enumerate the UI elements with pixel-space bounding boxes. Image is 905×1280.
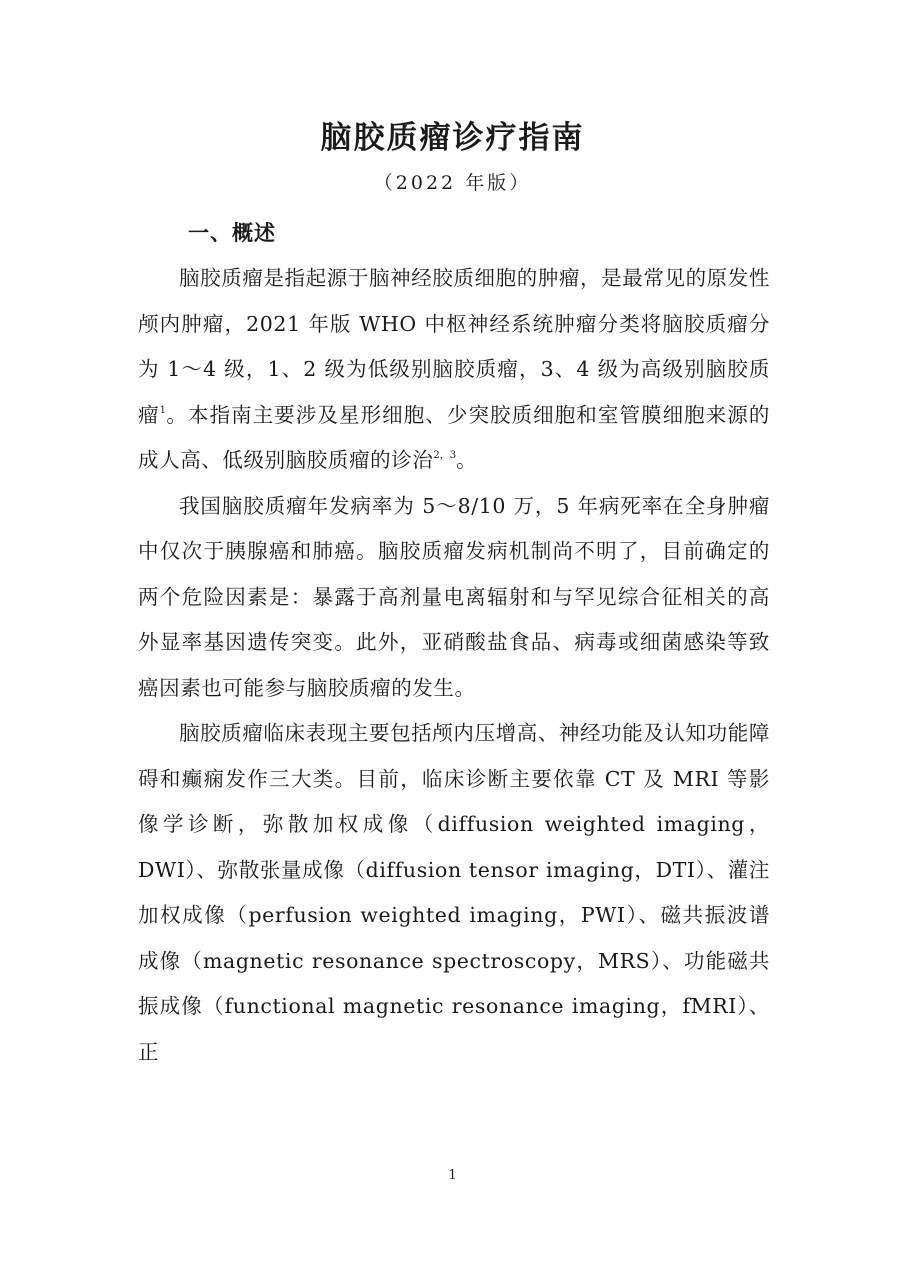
paragraph-text: 。 — [456, 448, 478, 472]
section-heading: 一、概述 — [188, 221, 276, 245]
paragraph-overview — [138, 256, 770, 484]
document-subtitle: （2022 年版） — [373, 172, 532, 194]
page-number: 1 — [448, 1168, 457, 1183]
document-title: 脑胶质瘤诊疗指南 — [320, 120, 585, 156]
paragraph-epidemiology: 我国脑胶质瘤年发病率为 5～8/10 万，5 年病死率在全身肿瘤中仅次于胰腺癌和肺癌。脑胶质瘤发病机制尚不明了，目前确定的两个危险因素是：暴露于高剂量电离辐射和与罕见综合征相关的高外显率基因遗传突变。此外，亚硝酸盐食品、病毒或细菌感染等致癌因素也可能参与脑胶质瘤的发生。 — [138, 493, 770, 700]
paragraph-text: 脑胶质瘤是指起源于脑神经胶质细胞的肿瘤，是最常见的原发性颅内肿瘤，2021 年版 WHO 中枢神经系统肿瘤分类将脑胶质瘤分为 1～4 级，1、2 级为低级别脑胶质瘤，3、4 级为高级别脑胶质瘤 — [138, 266, 770, 427]
document-body — [138, 256, 770, 1075]
paragraph-clinical: 脑胶质瘤临床表现主要包括颅内压增高、神经功能及认知功能障碍和癫痫发作三大类。目前，临床诊断主要依靠 CT 及 MRI 等影像学诊断，弥散加权成像（diffusion weighted imaging，DWI）、弥散张量成像（diffusion tensor imaging，DTI）、灌注加权成像（perfusion weighted imaging，PWI）、磁共振波谱成像（magnetic resonance spectroscopy，MRS）、功能磁共振成像（functional magnetic resonance imaging，fMRI）、正 — [138, 721, 770, 1064]
reference-marker: 1 — [159, 404, 166, 416]
reference-marker: 2，3 — [433, 450, 457, 461]
paragraph-text: 。本指南主要涉及星形细胞、少突胶质细胞和室管膜细胞来源的成人高、低级别脑胶质瘤的诊治 — [138, 402, 770, 472]
